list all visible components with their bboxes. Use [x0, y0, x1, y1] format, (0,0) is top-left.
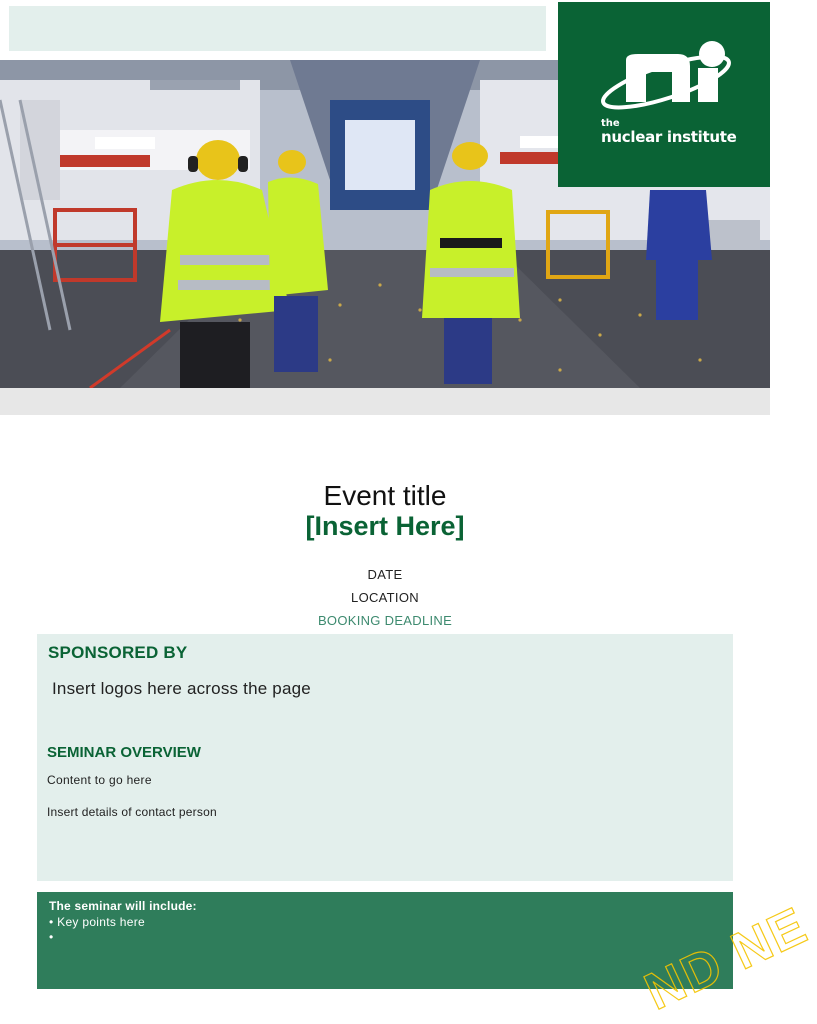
overview-content: Content to go here — [47, 773, 152, 787]
ni-logo-mark-icon — [558, 2, 770, 187]
logo-text-the: the — [601, 118, 620, 129]
event-title: Event title — [323, 480, 447, 511]
seminar-includes-panel — [37, 892, 733, 989]
seminar-overview-heading: SEMINAR OVERVIEW — [47, 744, 201, 761]
header-bottom-strip — [0, 388, 770, 415]
booking-deadline: BOOKING DEADLINE — [317, 613, 453, 628]
sponsor-overview-panel — [37, 634, 733, 881]
sponsored-by-heading: SPONSORED BY — [48, 643, 188, 662]
event-title-placeholder: [Insert Here] — [305, 511, 465, 541]
sponsor-logos-placeholder: Insert logos here across the page — [52, 679, 311, 698]
contact-person-details: Insert details of contact person — [47, 805, 217, 819]
nuclear-institute-logo — [558, 2, 770, 187]
top-header-bar — [9, 6, 546, 51]
logo-text-name: nuclear institute — [601, 128, 737, 146]
draft-watermark: NE — [723, 896, 817, 982]
list-item: • Key points here — [49, 915, 146, 929]
list-item: • — [49, 930, 54, 944]
event-location: LOCATION — [351, 590, 419, 605]
event-date: DATE — [367, 567, 403, 582]
seminar-includes-heading: The seminar will include: — [49, 899, 197, 913]
